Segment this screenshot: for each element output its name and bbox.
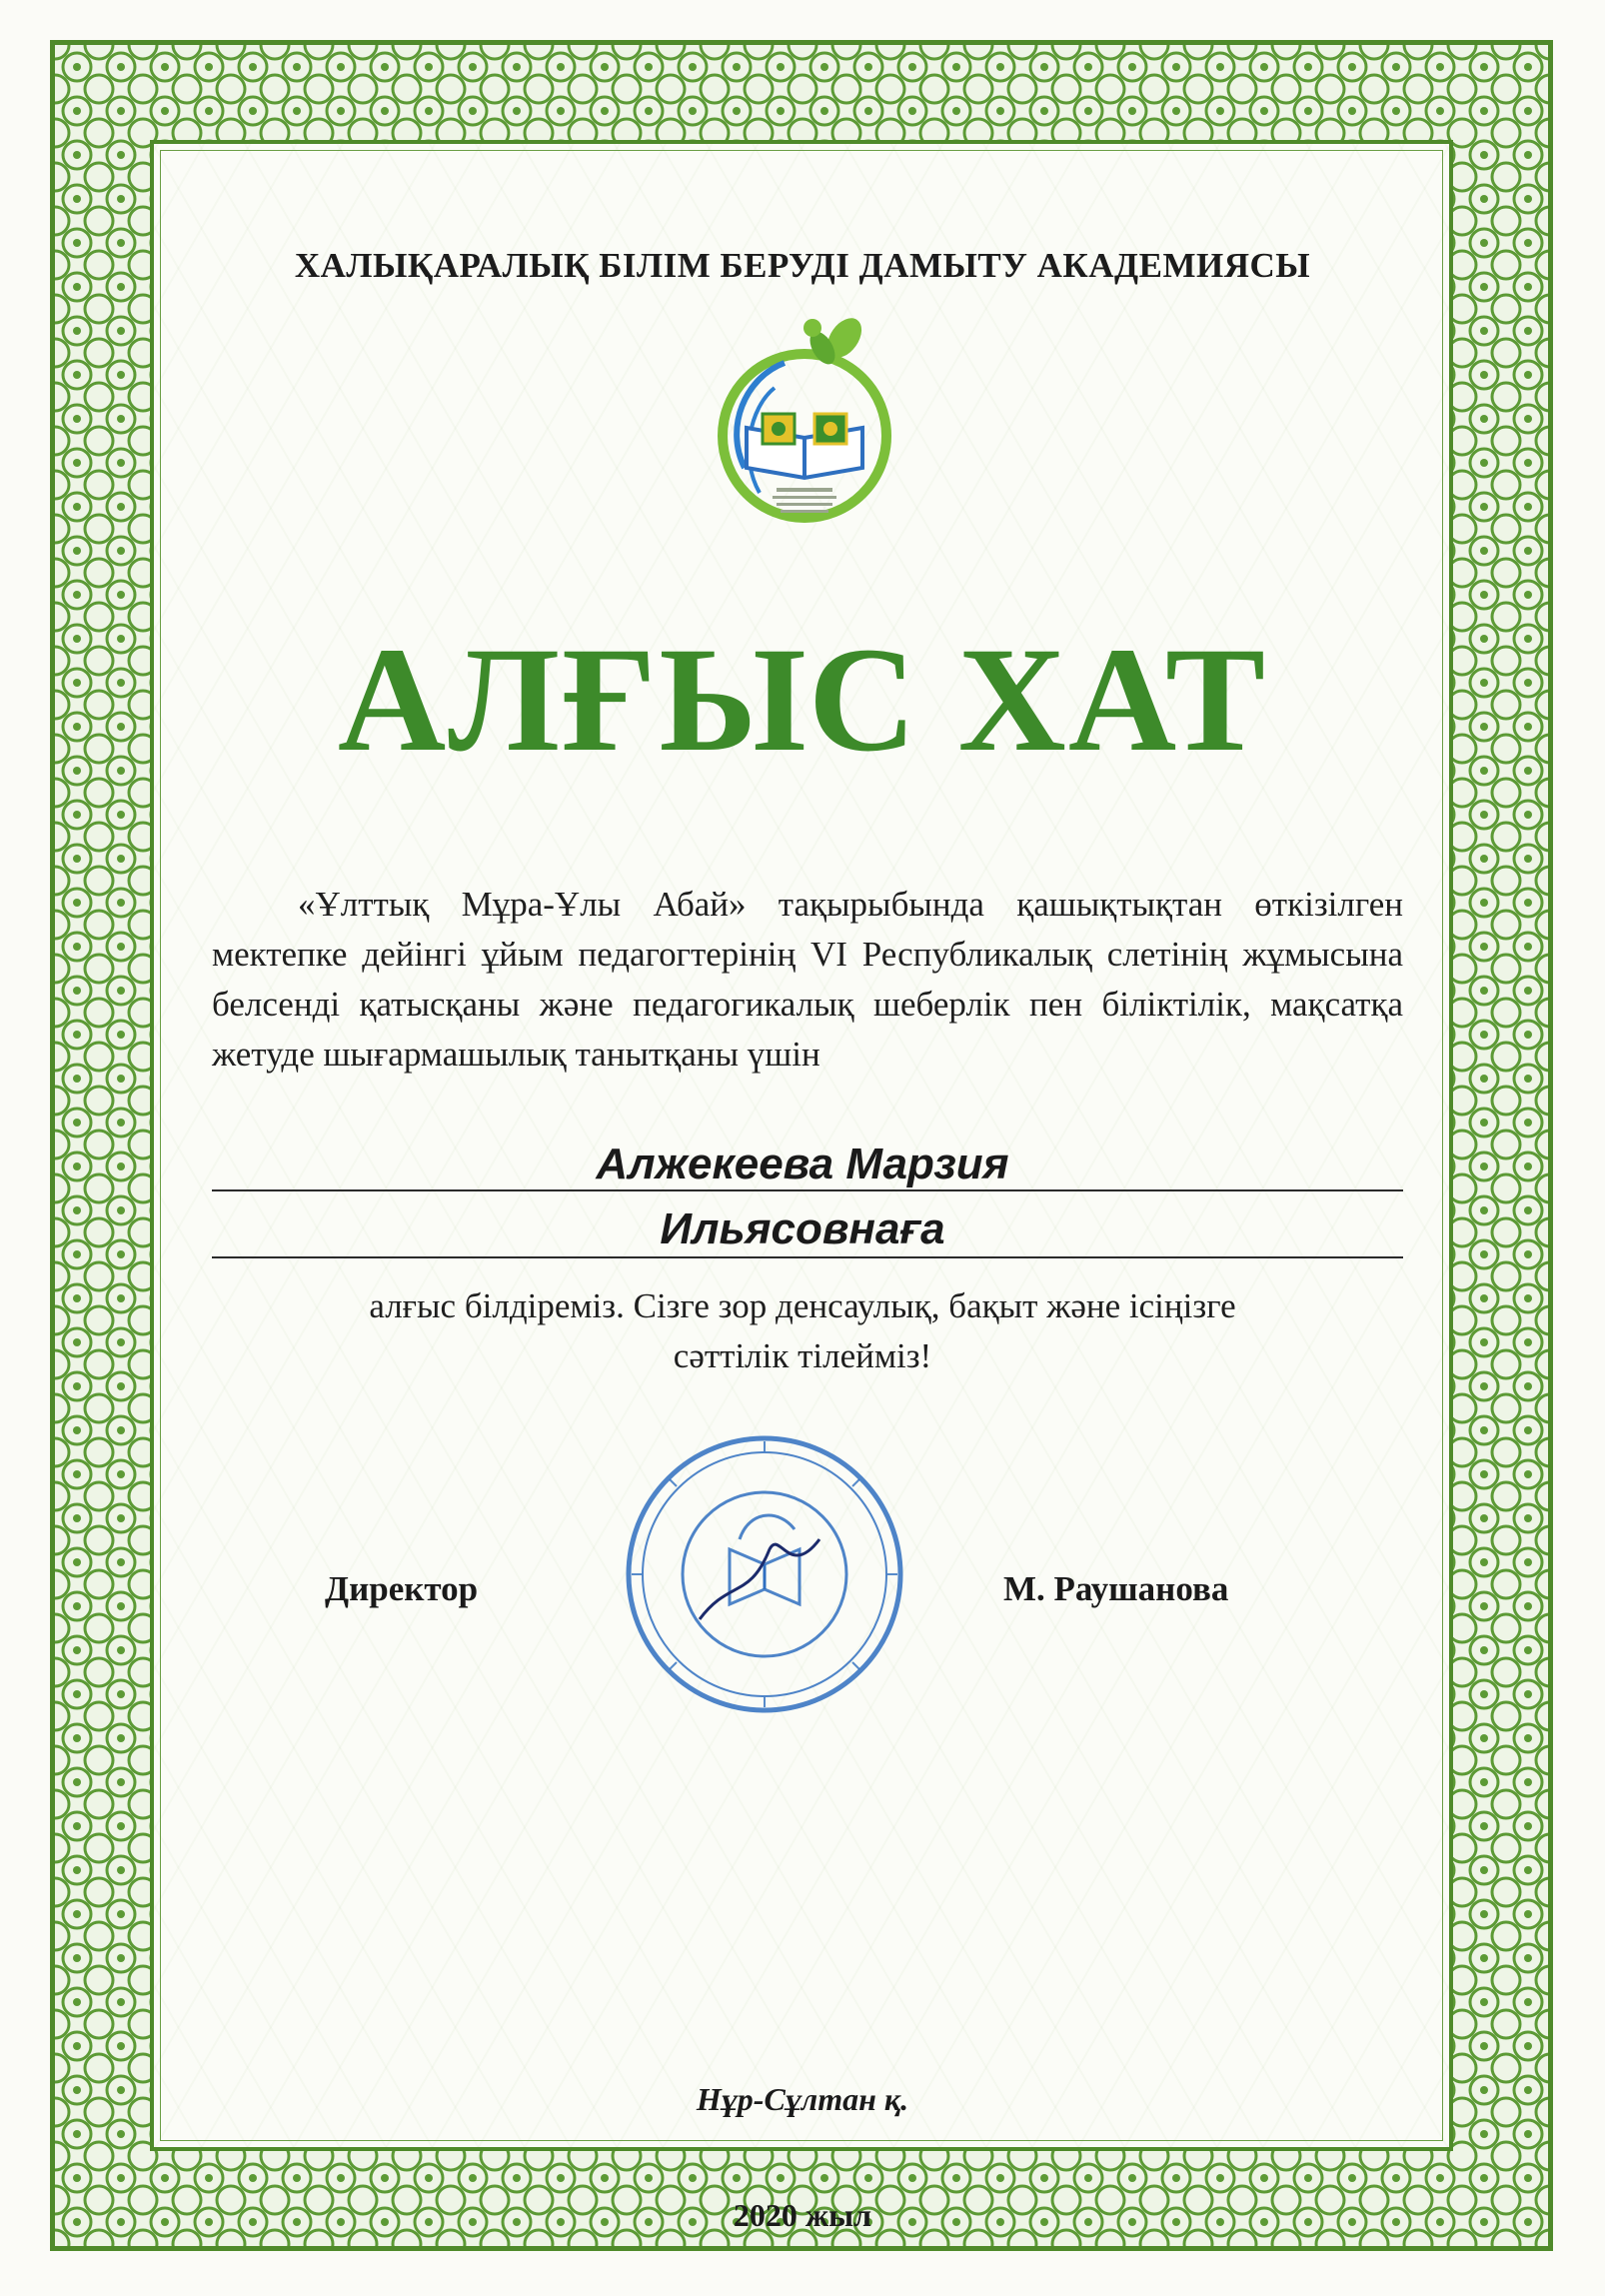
- organization-title: ХАЛЫҚАРАЛЫҚ БІЛІМ БЕРУДІ ДАМЫТУ АКАДЕМИЯСЫ: [294, 246, 1311, 285]
- recipient-name-line2: Ильясовнаға: [660, 1204, 945, 1253]
- wishes-line2: сәттілік тілейміз!: [673, 1336, 932, 1375]
- academy-book-logo: [705, 318, 904, 538]
- recipient-name-line1: Алжекеева Марзия: [596, 1140, 1009, 1188]
- wishes-line1: алғыс білдіреміз. Сізге зор денсаулық, бақыт және ісіңізге: [369, 1286, 1236, 1325]
- city-label: Нұр-Сұлтан қ.: [696, 2081, 909, 2117]
- official-seal: [620, 1429, 909, 1719]
- body-paragraph: «Ұлттық Мұра-Ұлы Абай» тақырыбында қашықтықтан өткізілген мектепке дейінгі ұйым педагогтерінің VI Республикалық слетінің жұмысына белсенді қатысқаны және педагогикалық шеберлік пен біліктілік, мақсатқа жетуде шығармашылық танытқаны үшін: [212, 885, 1403, 1074]
- signature-role: Директор: [325, 1569, 479, 1608]
- recipient-underline-1: [212, 1189, 1403, 1191]
- wishes-text: [0, 1281, 1605, 1381]
- signature-name: М. Раушанова: [1003, 1569, 1229, 1608]
- year-label: 2020 жыл: [733, 2197, 872, 2233]
- recipient-underline-2: [212, 1256, 1403, 1258]
- document-title: АЛҒЫС ХАТ: [337, 617, 1268, 783]
